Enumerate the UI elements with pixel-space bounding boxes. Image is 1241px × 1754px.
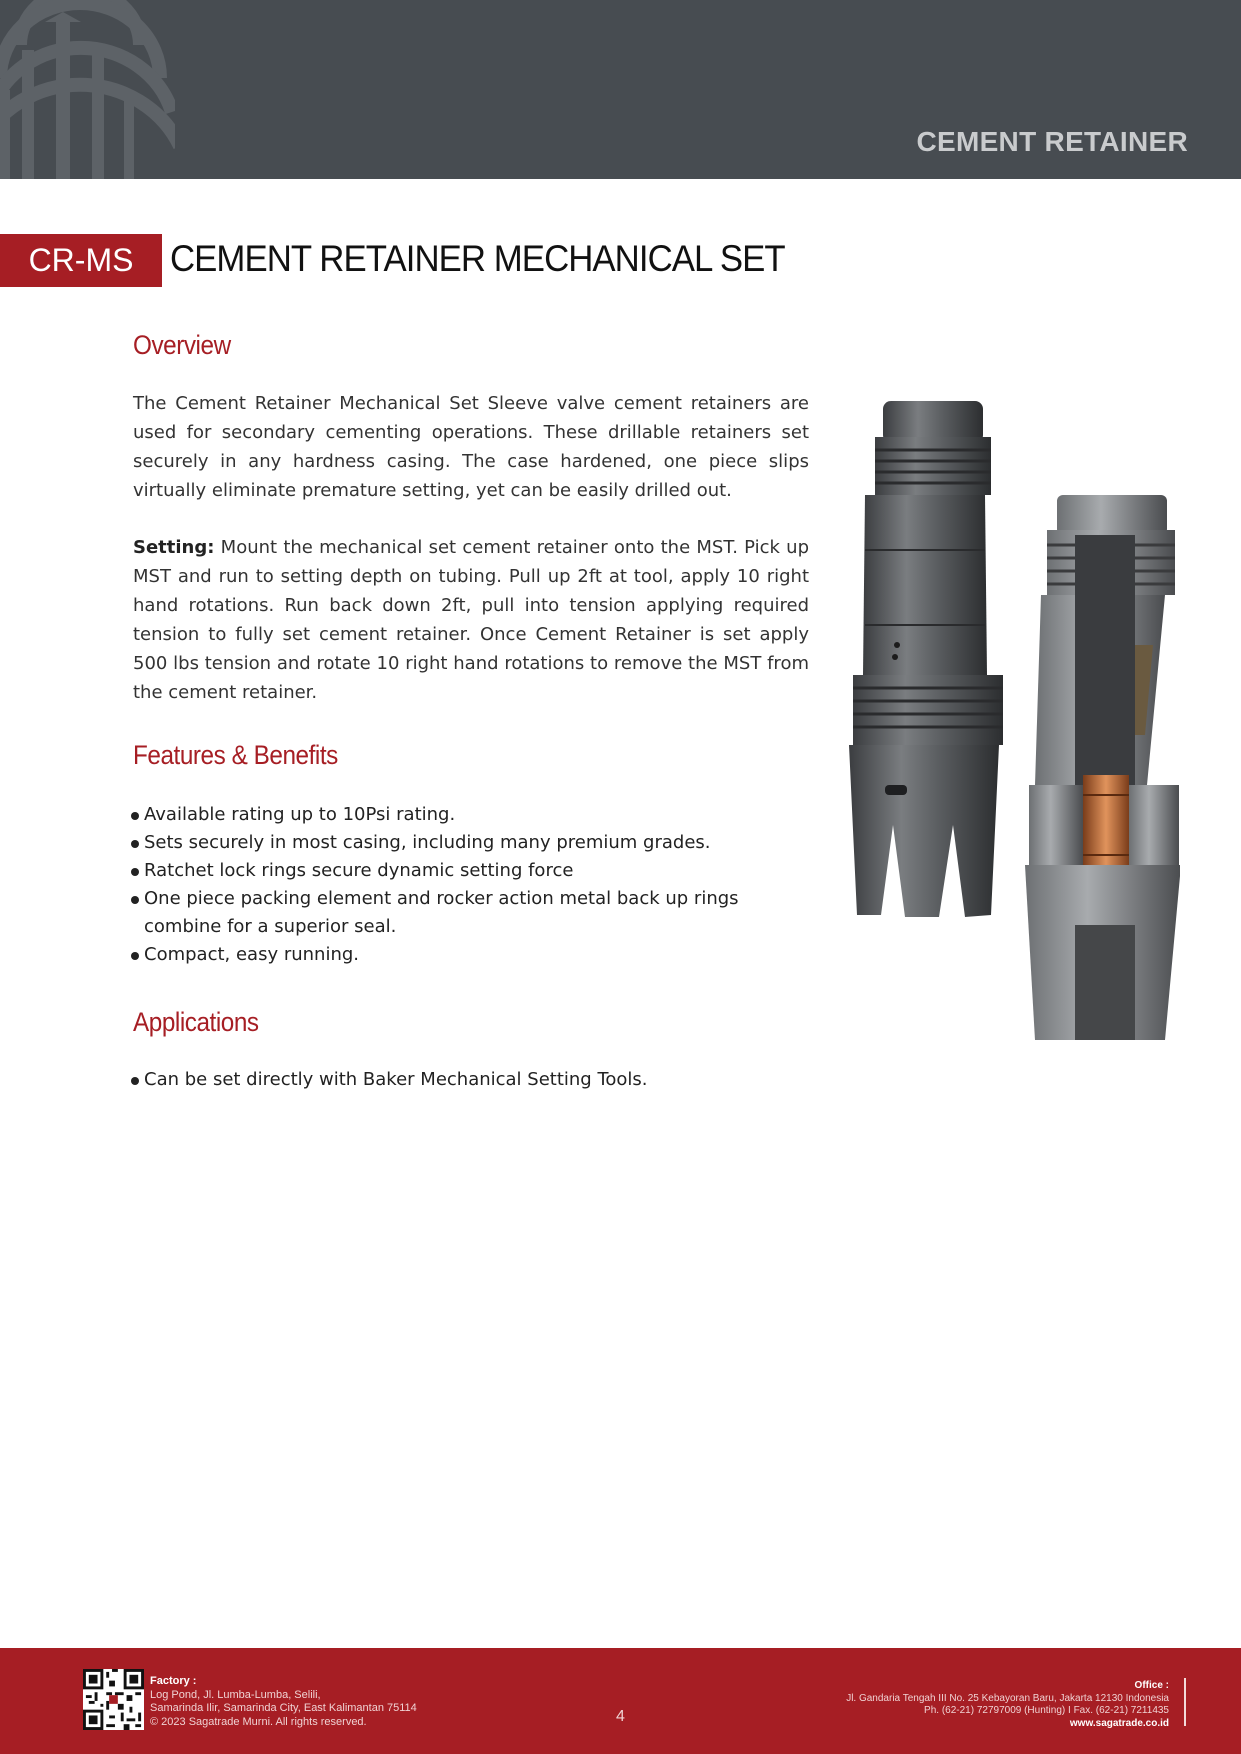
- list-item: Sets securely in most casing, including many premium grades.: [133, 829, 809, 857]
- bullet-icon: [131, 868, 139, 876]
- factory-line-2: Samarinda Ilir, Samarinda City, East Kalimantan 75114: [150, 1702, 417, 1714]
- bullet-icon: [131, 952, 139, 960]
- features-list: [133, 801, 809, 969]
- copyright: © 2023 Sagatrade Murni. All rights reserved.: [150, 1715, 367, 1728]
- office-line-2: Ph. (62-21) 72797009 (Hunting) I Fax. (62-21) 7211435: [924, 1705, 1169, 1716]
- list-item: Compact, easy running.: [133, 941, 809, 969]
- features-list-block: [133, 801, 809, 969]
- setting-block: [133, 533, 809, 707]
- bullet-icon: [131, 812, 139, 820]
- factory-address: [150, 1675, 417, 1729]
- list-item: One piece packing element and rocker action metal back up rings combine for a superior seal.: [133, 885, 784, 941]
- office-line-1: Jl. Gandaria Tengah III No. 25 Kebayoran Baru, Jakarta 12130 Indonesia: [846, 1692, 1169, 1704]
- office-label: Office :: [1134, 1680, 1169, 1691]
- features-heading: Features & Benefits: [133, 740, 338, 770]
- page-title: CEMENT RETAINER MECHANICAL SET: [170, 238, 785, 279]
- product-code-badge: CR-MS: [0, 234, 162, 287]
- features-section: [133, 740, 809, 771]
- retainer-tool-left: [849, 401, 1003, 917]
- bullet-icon: [131, 1077, 139, 1085]
- overview-heading: Overview: [133, 330, 231, 360]
- header-title: CEMENT RETAINER: [916, 126, 1188, 157]
- applications-list: [133, 1066, 809, 1094]
- retainer-tool-right: [1025, 495, 1180, 1040]
- overview-section: [133, 330, 809, 361]
- overview-body-block: [133, 389, 809, 505]
- product-image: [835, 395, 1180, 1045]
- setting-text: Mount the mechanical set cement retainer onto the MST. Pick up MST and run to setting depth on tubing. Pull up 2ft at tool, apply 10 right hand rotations. Run back down 2ft, pull into tension applying required tension to fully set cement retainer. Once Cement Retainer is set apply 500 lbs tension and rotate 10 right hand rotations to remove the MST from the cement retainer.: [133, 537, 809, 703]
- setting-paragraph: [133, 533, 809, 707]
- company-logo-watermark: [0, 0, 175, 179]
- setting-label: Setting:: [133, 537, 215, 558]
- applications-heading: Applications: [133, 1007, 259, 1037]
- factory-line-1: Log Pond, Jl. Lumba-Lumba, Selili,: [150, 1688, 321, 1701]
- bullet-icon: [131, 896, 139, 904]
- office-address: [846, 1680, 1169, 1730]
- bullet-icon: [131, 840, 139, 848]
- page-footer: [0, 1648, 1241, 1754]
- footer-divider: [1184, 1678, 1186, 1726]
- page-number: 4: [616, 1708, 625, 1725]
- applications-section: [133, 1007, 809, 1038]
- page-header: [0, 0, 1241, 179]
- list-item: Ratchet lock rings secure dynamic setting force: [133, 857, 809, 885]
- overview-paragraph: The Cement Retainer Mechanical Set Sleeve valve cement retainers are used for secondary cementing operations. These drillable retainers set securely in any hardness casing. The case hardened, one piece slips virtually eliminate premature setting, yet can be easily drilled out.: [133, 393, 809, 501]
- qr-code-icon: [83, 1669, 144, 1730]
- factory-label: Factory :: [150, 1675, 197, 1687]
- list-item: Can be set directly with Baker Mechanical Setting Tools.: [133, 1066, 809, 1094]
- list-item: Available rating up to 10Psi rating.: [133, 801, 809, 829]
- applications-list-block: [133, 1066, 809, 1094]
- website-link[interactable]: www.sagatrade.co.id: [1069, 1717, 1169, 1729]
